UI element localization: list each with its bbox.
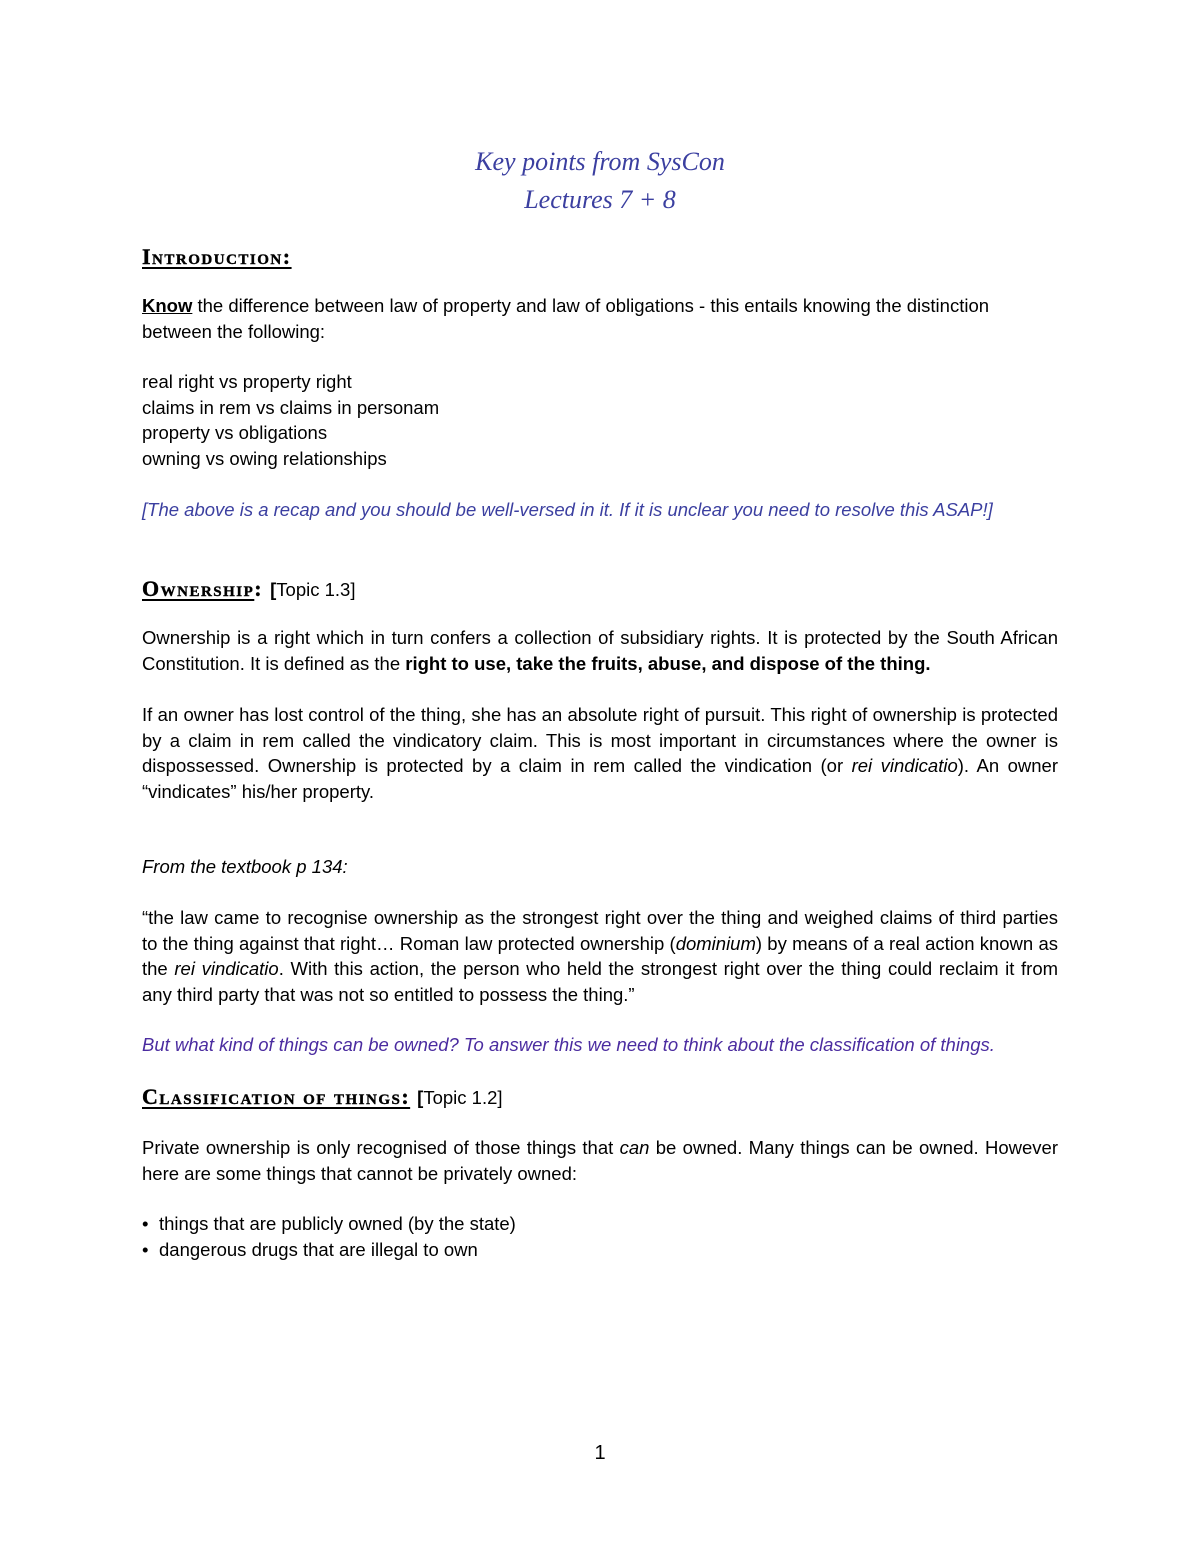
introduction-paragraph-text: the difference between law of property and law of obligations - this entails knowing the distinction between the following:	[142, 295, 990, 342]
paragraph-text: If an owner has lost control of the thing, she has an absolute right of pursuit. This right of ownership is protected by a claim in rem called the vindicatory claim. This is most important in circumstances where the owner is dispossessed. Ownership is protected by a claim in rem called the vindication (or	[142, 704, 1058, 776]
topic-label: Topic 1.2]	[423, 1087, 503, 1108]
classification-paragraph	[142, 1135, 1058, 1186]
textbook-quote	[142, 905, 1058, 1007]
document-title-line-2: Lectures 7 + 8	[524, 185, 676, 214]
classification-topic-ref	[417, 1087, 502, 1108]
latin-term: rei vindicatio	[174, 958, 279, 979]
classification-question: But what kind of things can be owned? To answer this we need to think about the classification of things.	[142, 1034, 995, 1055]
list-item	[142, 1237, 1058, 1263]
bullet-icon: •	[142, 1213, 149, 1234]
classification-heading-text: Classification of things:	[142, 1084, 411, 1109]
non-ownable-things-list	[142, 1211, 1058, 1262]
ownership-definition-paragraph	[142, 625, 1058, 676]
quote-text: ) by means of a real action known as the	[142, 932, 1058, 979]
list-item: owning vs owing relationships	[142, 447, 387, 469]
page-number: 1	[594, 1442, 606, 1464]
topic-bracket: [	[417, 1087, 424, 1108]
list-item: real right vs property right	[142, 371, 352, 392]
latin-term: dominium	[675, 932, 756, 954]
document-title-line-1: Key points from SysCon	[475, 147, 725, 176]
ownership-heading-colon: :	[254, 576, 264, 601]
topic-bracket: [	[270, 579, 277, 600]
definition-emphasis: right to use, take the fruits, abuse, and dispose of the thing.	[405, 652, 931, 674]
recap-note: [The above is a recap and you should be well-versed in it. If it is unclear you need to resolve this ASAP!]	[142, 499, 993, 520]
textbook-reference: From the textbook p 134:	[142, 856, 348, 877]
ownership-topic-ref	[270, 579, 355, 600]
introduction-list	[142, 369, 1058, 471]
introduction-heading	[142, 243, 1058, 271]
latin-term: rei vindicatio	[851, 755, 958, 776]
introduction-paragraph	[142, 293, 1058, 344]
ownership-heading	[142, 575, 1058, 604]
quote-text: . With this action, the person who held the strongest right over the thing could reclaim it from any third party that was not so entitled to possess the thing.”	[142, 958, 1059, 1005]
classification-heading	[142, 1083, 1058, 1112]
paragraph-text: Private ownership is only recognised of those things that	[142, 1137, 620, 1158]
list-item-text: things that are publicly owned (by the state)	[159, 1213, 516, 1234]
list-item	[142, 1211, 1058, 1237]
list-item: property vs obligations	[142, 422, 328, 443]
paragraph-text: be owned. Many things can be owned. However here are some things that cannot be privately owned:	[142, 1137, 1058, 1184]
emphasis: can	[619, 1137, 650, 1158]
list-item-text: dangerous drugs that are illegal to own	[159, 1238, 478, 1260]
introduction-heading-text: Introduction:	[142, 244, 292, 269]
paragraph-text: ). An owner “vindicates” his/her property.	[142, 755, 1059, 802]
quote-text: “the law came to recognise ownership as the strongest right over the thing and weighed claims of third parties to the thing against that right… Roman law protected ownership (	[142, 907, 1058, 954]
know-emphasis: Know	[142, 295, 193, 316]
paragraph-text: Ownership is a right which in turn confers a collection of subsidiary rights. It is protected by the South African Constitution. It is defined as the	[142, 627, 1058, 674]
ownership-pursuit-paragraph	[142, 702, 1058, 804]
topic-label: Topic 1.3]	[276, 579, 356, 600]
list-item: claims in rem vs claims in personam	[142, 396, 440, 418]
ownership-heading-text: Ownership	[142, 576, 255, 601]
bullet-icon: •	[142, 1238, 149, 1260]
